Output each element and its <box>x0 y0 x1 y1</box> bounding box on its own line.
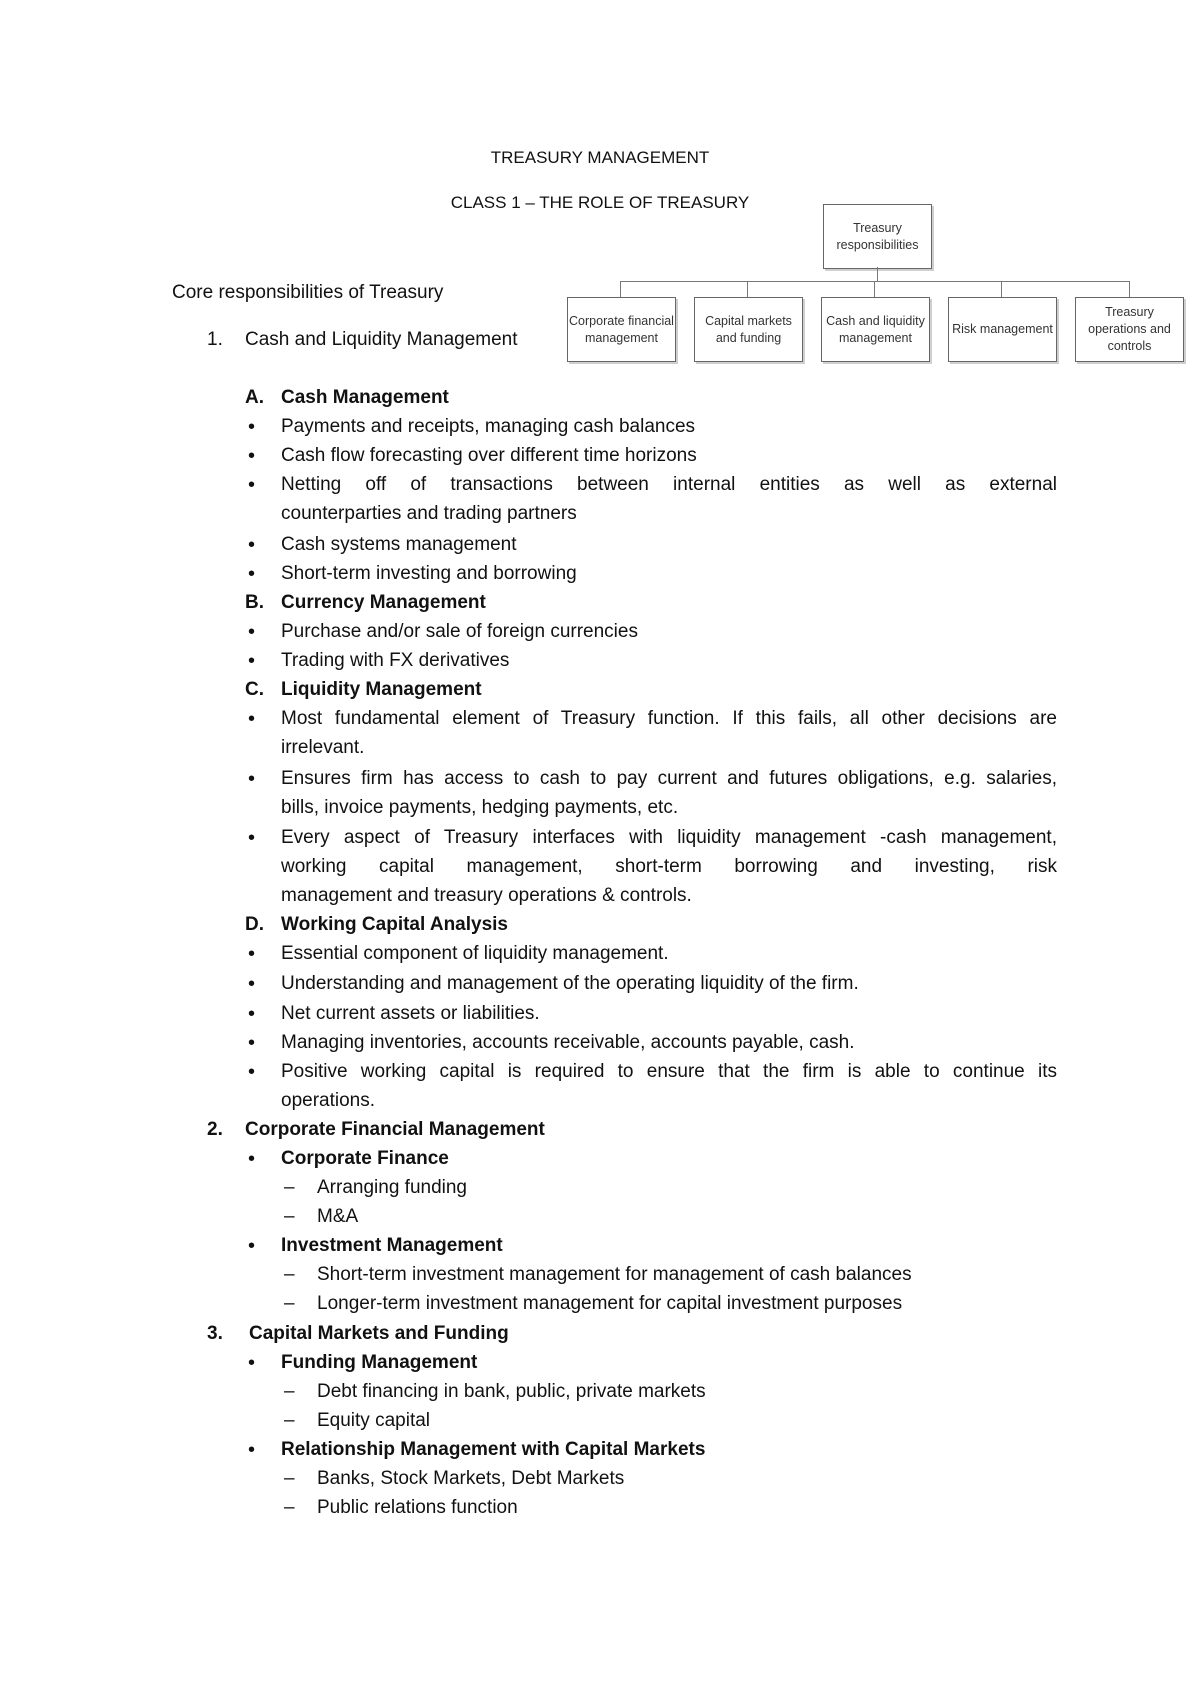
list-item: Short-term investing and borrowing <box>281 563 577 584</box>
dash-icon: – <box>284 1410 295 1431</box>
list-item: Banks, Stock Markets, Debt Markets <box>317 1468 625 1489</box>
subsection-title: Investment Management <box>281 1235 503 1256</box>
dash-icon: – <box>284 1264 295 1285</box>
sub-letter: D. <box>245 914 264 935</box>
bullet-icon: • <box>248 445 256 467</box>
chart-connector <box>1129 281 1130 297</box>
dash-icon: – <box>284 1497 295 1518</box>
bullet-icon: • <box>248 534 256 556</box>
chart-connector <box>620 281 621 297</box>
list-number: 3. <box>207 1323 223 1344</box>
sub-letter: C. <box>245 679 264 700</box>
bullet-icon: • <box>248 1352 256 1374</box>
chart-node-top: Treasury responsibilities <box>823 204 932 269</box>
list-item-continuation: irrelevant. <box>281 737 365 758</box>
section-heading: Core responsibilities of Treasury <box>172 282 444 303</box>
bullet-icon: • <box>248 1032 256 1054</box>
subsection-title: Cash Management <box>281 387 449 408</box>
bullet-icon: • <box>248 708 256 730</box>
list-item: Every aspect of Treasury interfaces with liquidity management -cash management, <box>281 827 1057 848</box>
dash-icon: – <box>284 1293 295 1314</box>
sub-letter: A. <box>245 387 264 408</box>
sub-letter: B. <box>245 592 264 613</box>
list-item: M&A <box>317 1206 359 1227</box>
list-item: Short-term investment management for management of cash balances <box>317 1264 912 1285</box>
chart-node-capital-markets: Capital markets and funding <box>694 297 803 362</box>
list-item: Equity capital <box>317 1410 431 1431</box>
document-title: TREASURY MANAGEMENT <box>490 148 710 167</box>
chart-connector <box>620 281 1130 282</box>
bullet-icon: • <box>248 768 256 790</box>
chart-node-corporate-financial: Corporate financial management <box>567 297 676 362</box>
list-item: Cash flow forecasting over different time horizons <box>281 445 697 466</box>
dash-icon: – <box>284 1177 295 1198</box>
list-item: Cash systems management <box>281 534 517 555</box>
list-item-continuation: management and treasury operations & controls. <box>281 885 692 906</box>
list-item: Net current assets or liabilities. <box>281 1003 540 1024</box>
chart-node-treasury-operations: Treasury operations and controls <box>1075 297 1184 362</box>
section-3-title: Capital Markets and Funding <box>249 1323 509 1344</box>
list-item: Positive working capital is required to ensure that the firm is able to continue its <box>281 1061 1057 1082</box>
bullet-icon: • <box>248 416 256 438</box>
subsection-title: Relationship Management with Capital Markets <box>281 1439 706 1460</box>
dash-icon: – <box>284 1381 295 1402</box>
subsection-title: Liquidity Management <box>281 679 482 700</box>
list-item: Most fundamental element of Treasury function. If this fails, all other decisions are <box>281 708 1057 729</box>
list-item: Essential component of liquidity management. <box>281 943 669 964</box>
chart-connector <box>1001 281 1002 297</box>
list-number: 2. <box>207 1119 223 1140</box>
bullet-icon: • <box>248 1235 256 1257</box>
list-item: Arranging funding <box>317 1177 467 1198</box>
section-2-title: Corporate Financial Management <box>245 1119 545 1140</box>
list-item: Payments and receipts, managing cash balances <box>281 416 696 437</box>
bullet-icon: • <box>248 1061 256 1083</box>
section-1-title: Cash and Liquidity Management <box>245 329 518 350</box>
list-item-continuation: working capital management, short-term borrowing and investing, risk <box>281 856 1057 877</box>
list-item: Purchase and/or sale of foreign currencies <box>281 621 638 642</box>
chart-node-cash-liquidity: Cash and liquidity management <box>821 297 930 362</box>
dash-icon: – <box>284 1206 295 1227</box>
list-item: Understanding and management of the operating liquidity of the firm. <box>281 973 859 994</box>
subsection-title: Currency Management <box>281 592 486 613</box>
bullet-icon: • <box>248 474 256 496</box>
bullet-icon: • <box>248 1003 256 1025</box>
bullet-icon: • <box>248 1439 256 1461</box>
list-item: Debt financing in bank, public, private markets <box>317 1381 706 1402</box>
list-item-continuation: operations. <box>281 1090 376 1111</box>
list-item: Ensures firm has access to cash to pay current and futures obligations, e.g. salaries, <box>281 768 1057 789</box>
list-item: Trading with FX derivatives <box>281 650 510 671</box>
list-item-continuation: bills, invoice payments, hedging payments, etc. <box>281 797 679 818</box>
list-item-continuation: counterparties and trading partners <box>281 503 577 524</box>
chart-connector <box>877 267 878 281</box>
chart-connector <box>874 281 875 297</box>
list-item: Public relations function <box>317 1497 518 1518</box>
document-subtitle: CLASS 1 – THE ROLE OF TREASURY <box>450 193 750 212</box>
list-item: Longer-term investment management for capital investment purposes <box>317 1293 903 1314</box>
bullet-icon: • <box>248 621 256 643</box>
bullet-icon: • <box>248 1148 256 1170</box>
bullet-icon: • <box>248 827 256 849</box>
subsection-title: Corporate Finance <box>281 1148 449 1169</box>
dash-icon: – <box>284 1468 295 1489</box>
list-number: 1. <box>207 329 223 350</box>
bullet-icon: • <box>248 563 256 585</box>
subsection-title: Funding Management <box>281 1352 478 1373</box>
list-item: Managing inventories, accounts receivable, accounts payable, cash. <box>281 1032 855 1053</box>
chart-connector <box>747 281 748 297</box>
subsection-title: Working Capital Analysis <box>281 914 508 935</box>
list-item: Netting off of transactions between internal entities as well as external <box>281 474 1057 495</box>
bullet-icon: • <box>248 943 256 965</box>
chart-node-risk: Risk management <box>948 297 1057 362</box>
bullet-icon: • <box>248 973 256 995</box>
bullet-icon: • <box>248 650 256 672</box>
